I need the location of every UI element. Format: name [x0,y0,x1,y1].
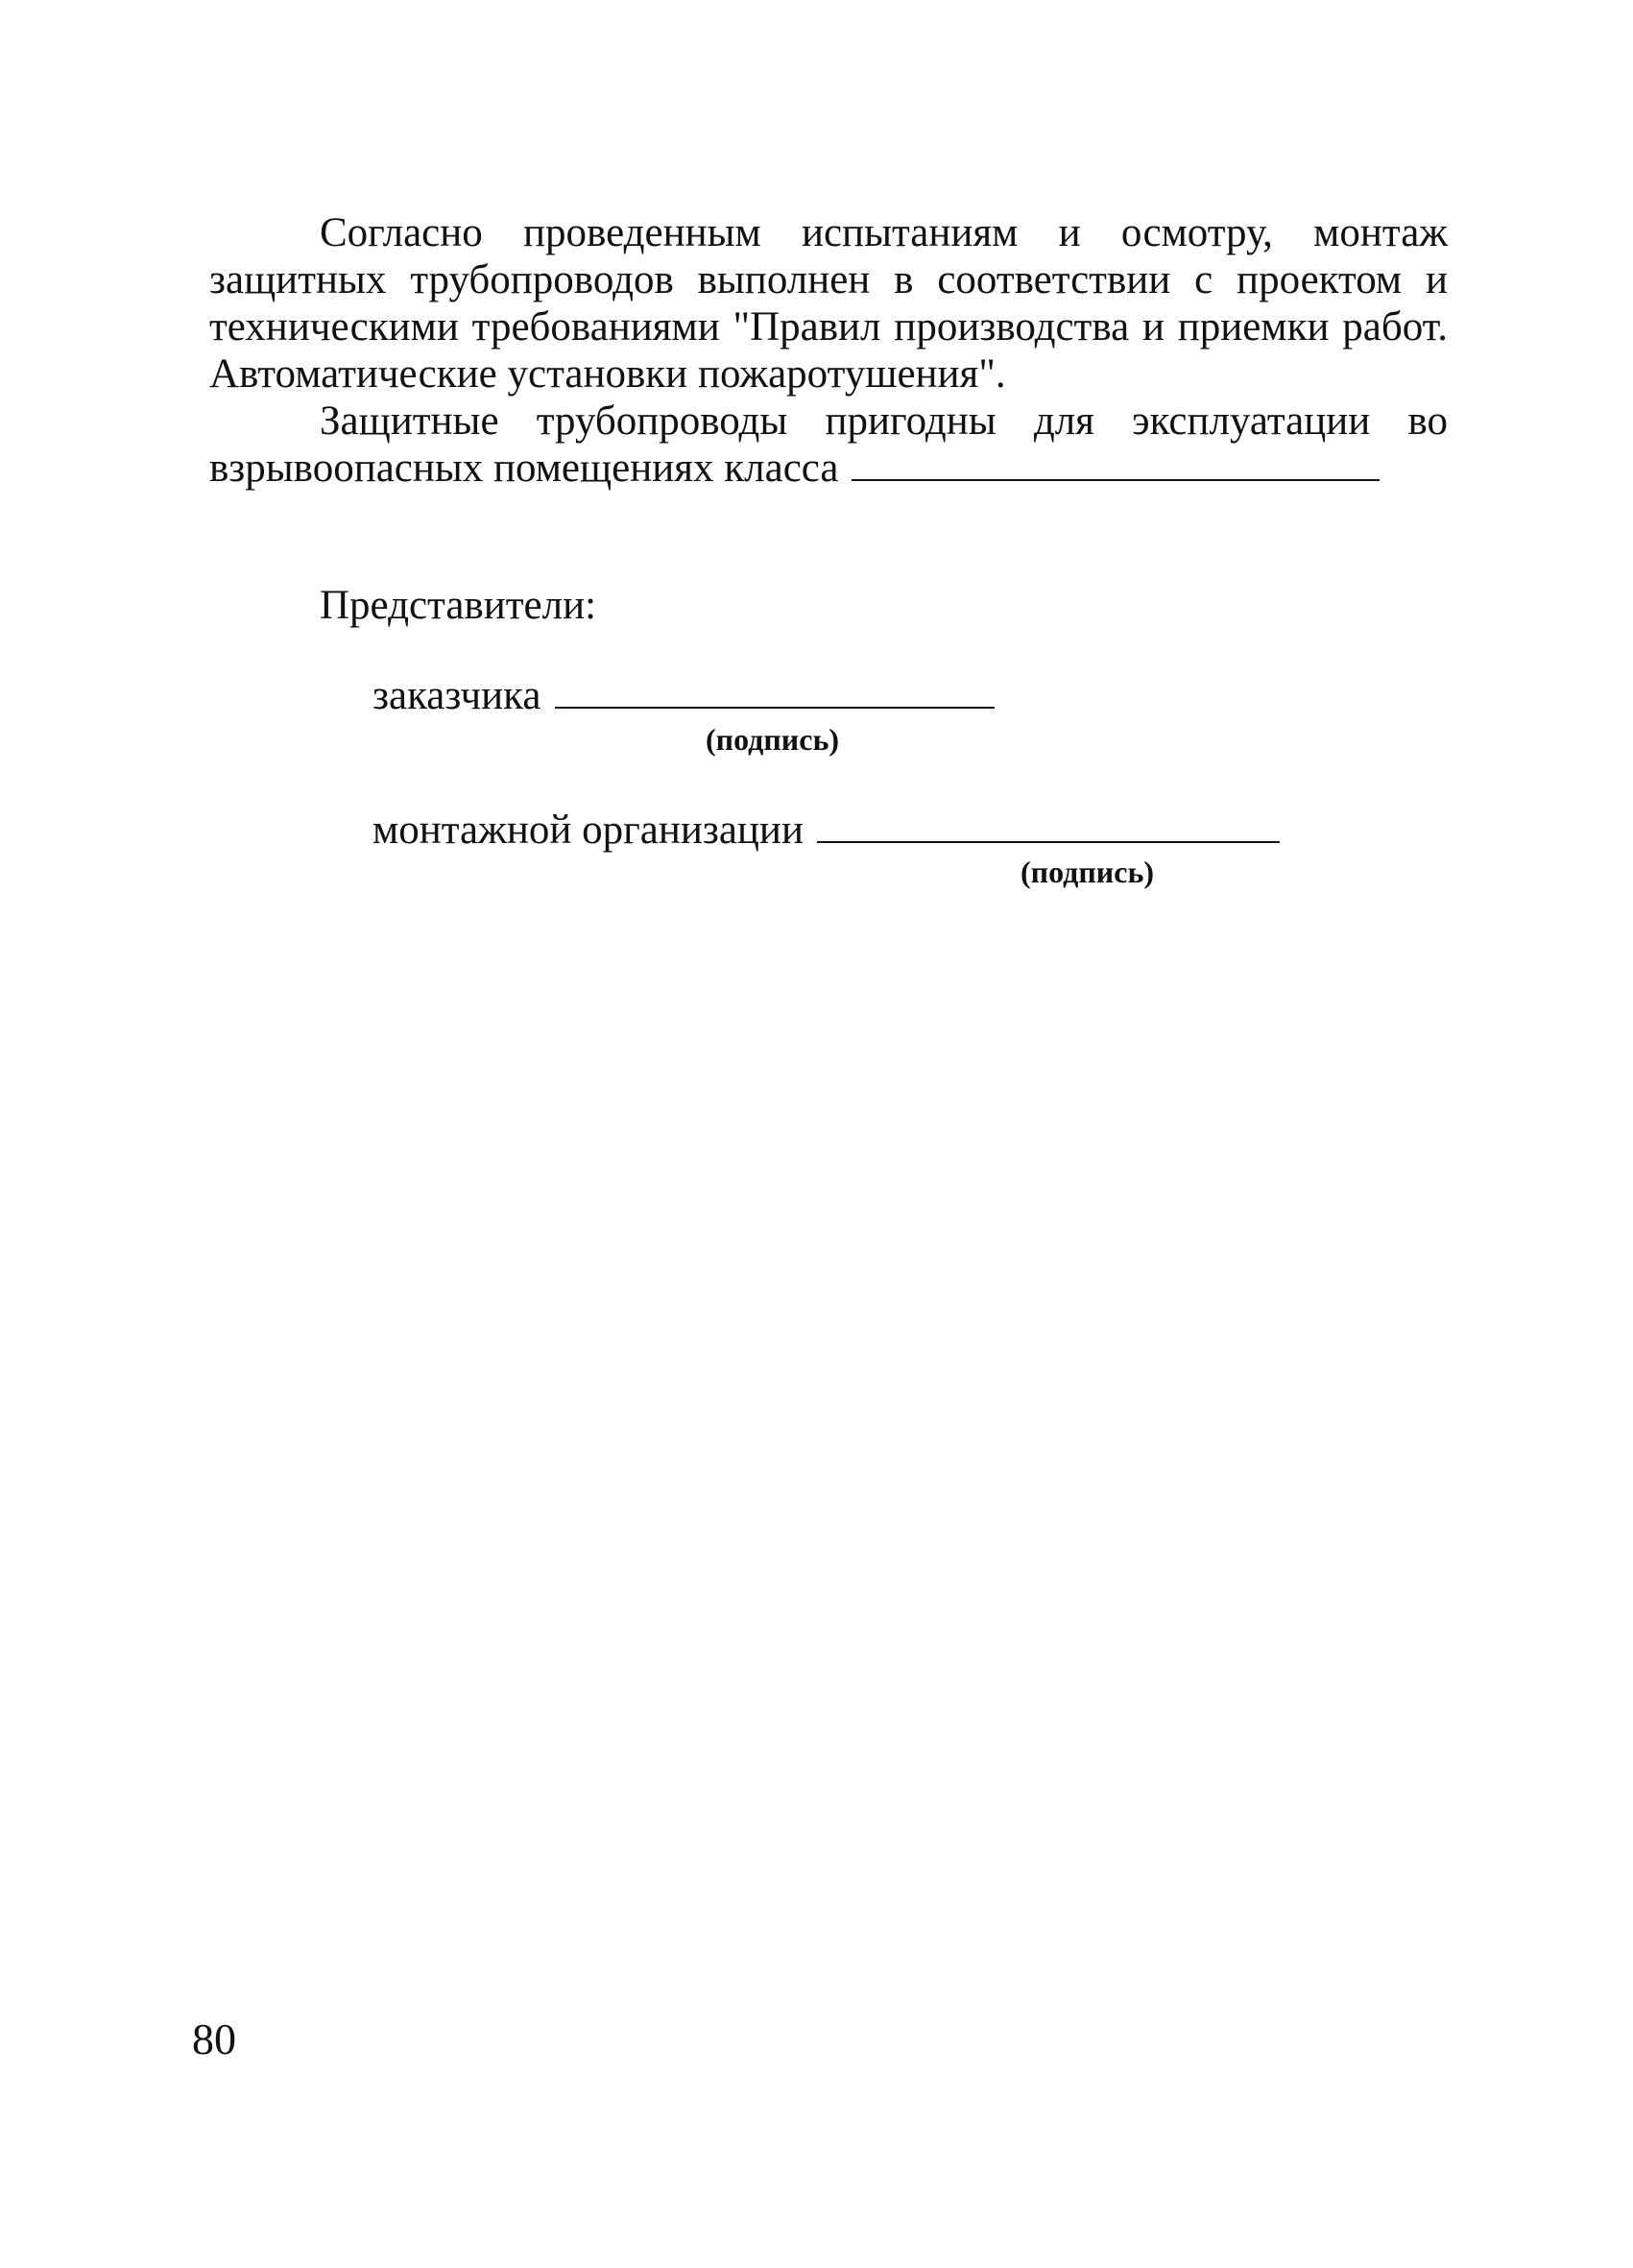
installer-label: монтажной организации [372,808,804,853]
installer-signature-blank[interactable] [817,807,1280,843]
customer-label: заказчика [372,673,541,718]
representatives-heading: Представители: [320,583,597,628]
customer-signature-row [372,672,995,719]
inspection-paragraph: Согласно проведенным испытаниям и осмотру, монтаж защитных трубопроводов выполнен в соответствии с проектом и техническими требованиями "Правил производства и приемки работ. Автоматические установки пожаротушения". [209,210,1448,397]
customer-signature-blank[interactable] [555,672,995,709]
installer-signature-row [372,807,1280,854]
suitability-text: Защитные трубопроводы пригодны для эксплуатации во взрывоопасных помещениях класса [209,398,1448,491]
suitability-paragraph [209,398,1448,492]
room-class-blank[interactable] [852,445,1380,481]
installer-signature-caption: (подпись) [1021,855,1155,889]
customer-signature-caption: (подпись) [706,722,840,757]
page-number: 80 [192,2015,236,2063]
act-body [209,209,1448,492]
